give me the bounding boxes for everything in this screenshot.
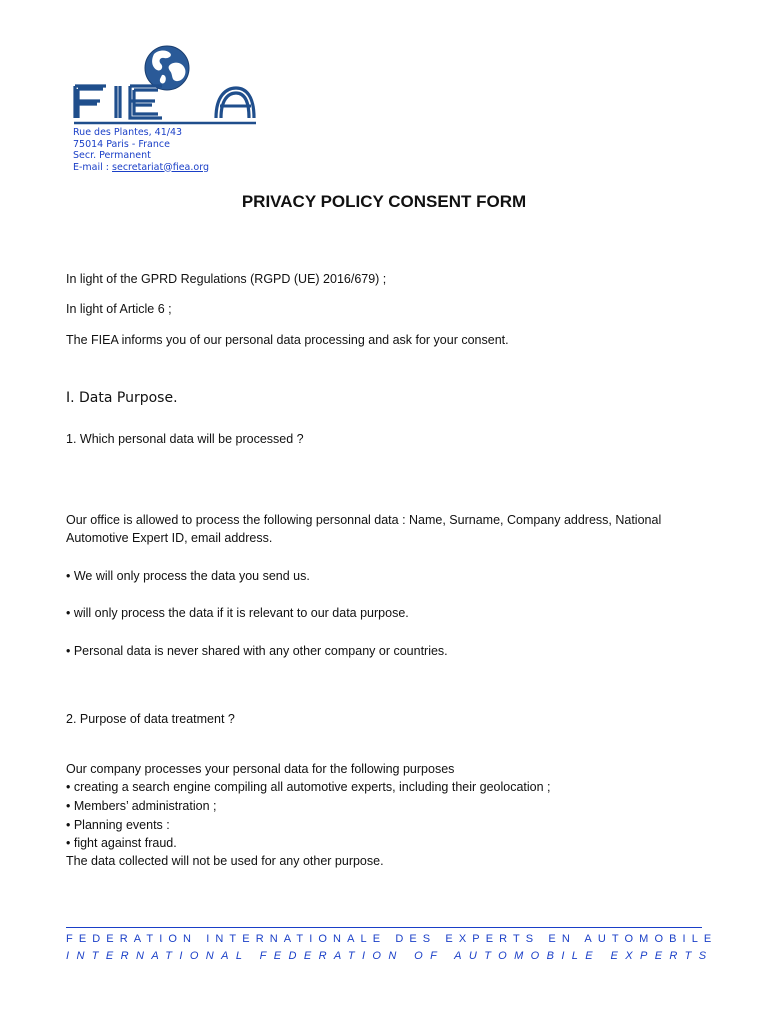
address-office: Secr. Permanent bbox=[73, 150, 151, 161]
footer-divider bbox=[66, 927, 702, 928]
question-2-closing: The data collected will not be used for any other purpose. bbox=[66, 854, 384, 868]
address-block bbox=[73, 127, 209, 173]
question-2-intro: Our company processes your personal data for the following purposes bbox=[66, 762, 455, 776]
logo-letters bbox=[75, 86, 162, 118]
logo-letter-a bbox=[216, 88, 254, 118]
footer-english-name: INTERNATIONAL FEDERATION OF AUTOMOBILE EXPERTS bbox=[66, 950, 714, 962]
question-2: 2. Purpose of data treatment ? bbox=[66, 712, 235, 726]
email-link[interactable]: secretariat@fiea.org bbox=[112, 161, 209, 173]
intro-paragraph-2: In light of Article 6 ; bbox=[66, 302, 172, 316]
list-item: • Personal data is never shared with any other company or countries. bbox=[66, 644, 448, 658]
email-label: E-mail : bbox=[73, 161, 113, 173]
question-1-answer: Our office is allowed to process the following personnal data : Name, Surname, Company address, National Automotive Expert ID, email address. bbox=[66, 513, 662, 545]
list-item: • fight against fraud. bbox=[66, 836, 177, 850]
footer-french-name: FEDERATION INTERNATIONALE DES EXPERTS EN AUTOMOBILE bbox=[66, 933, 718, 945]
question-1: 1. Which personal data will be processed ? bbox=[66, 432, 304, 446]
email-row bbox=[73, 162, 209, 174]
intro-paragraph-3: The FIEA informs you of our personal data processing and ask for your consent. bbox=[66, 333, 509, 347]
list-item: • Planning events : bbox=[66, 818, 170, 832]
address-line: Rue des Plantes, 41/43 bbox=[73, 127, 183, 138]
list-item: • creating a search engine compiling all automotive experts, including their geolocation ; bbox=[66, 780, 551, 794]
address-city: 75014 Paris - France bbox=[73, 138, 170, 150]
list-item: • We will only process the data you send us. bbox=[66, 569, 310, 583]
fiea-logo bbox=[70, 44, 260, 128]
list-item: • Members’ administration ; bbox=[66, 799, 217, 813]
document-title: PRIVACY POLICY CONSENT FORM bbox=[241, 192, 527, 211]
section-heading: I. Data Purpose. bbox=[66, 390, 178, 406]
list-item: • will only process the data if it is relevant to our data purpose. bbox=[66, 606, 409, 620]
globe-icon bbox=[145, 46, 189, 90]
intro-paragraph-1: In light of the GPRD Regulations (RGPD (UE) 2016/679) ; bbox=[66, 272, 387, 286]
